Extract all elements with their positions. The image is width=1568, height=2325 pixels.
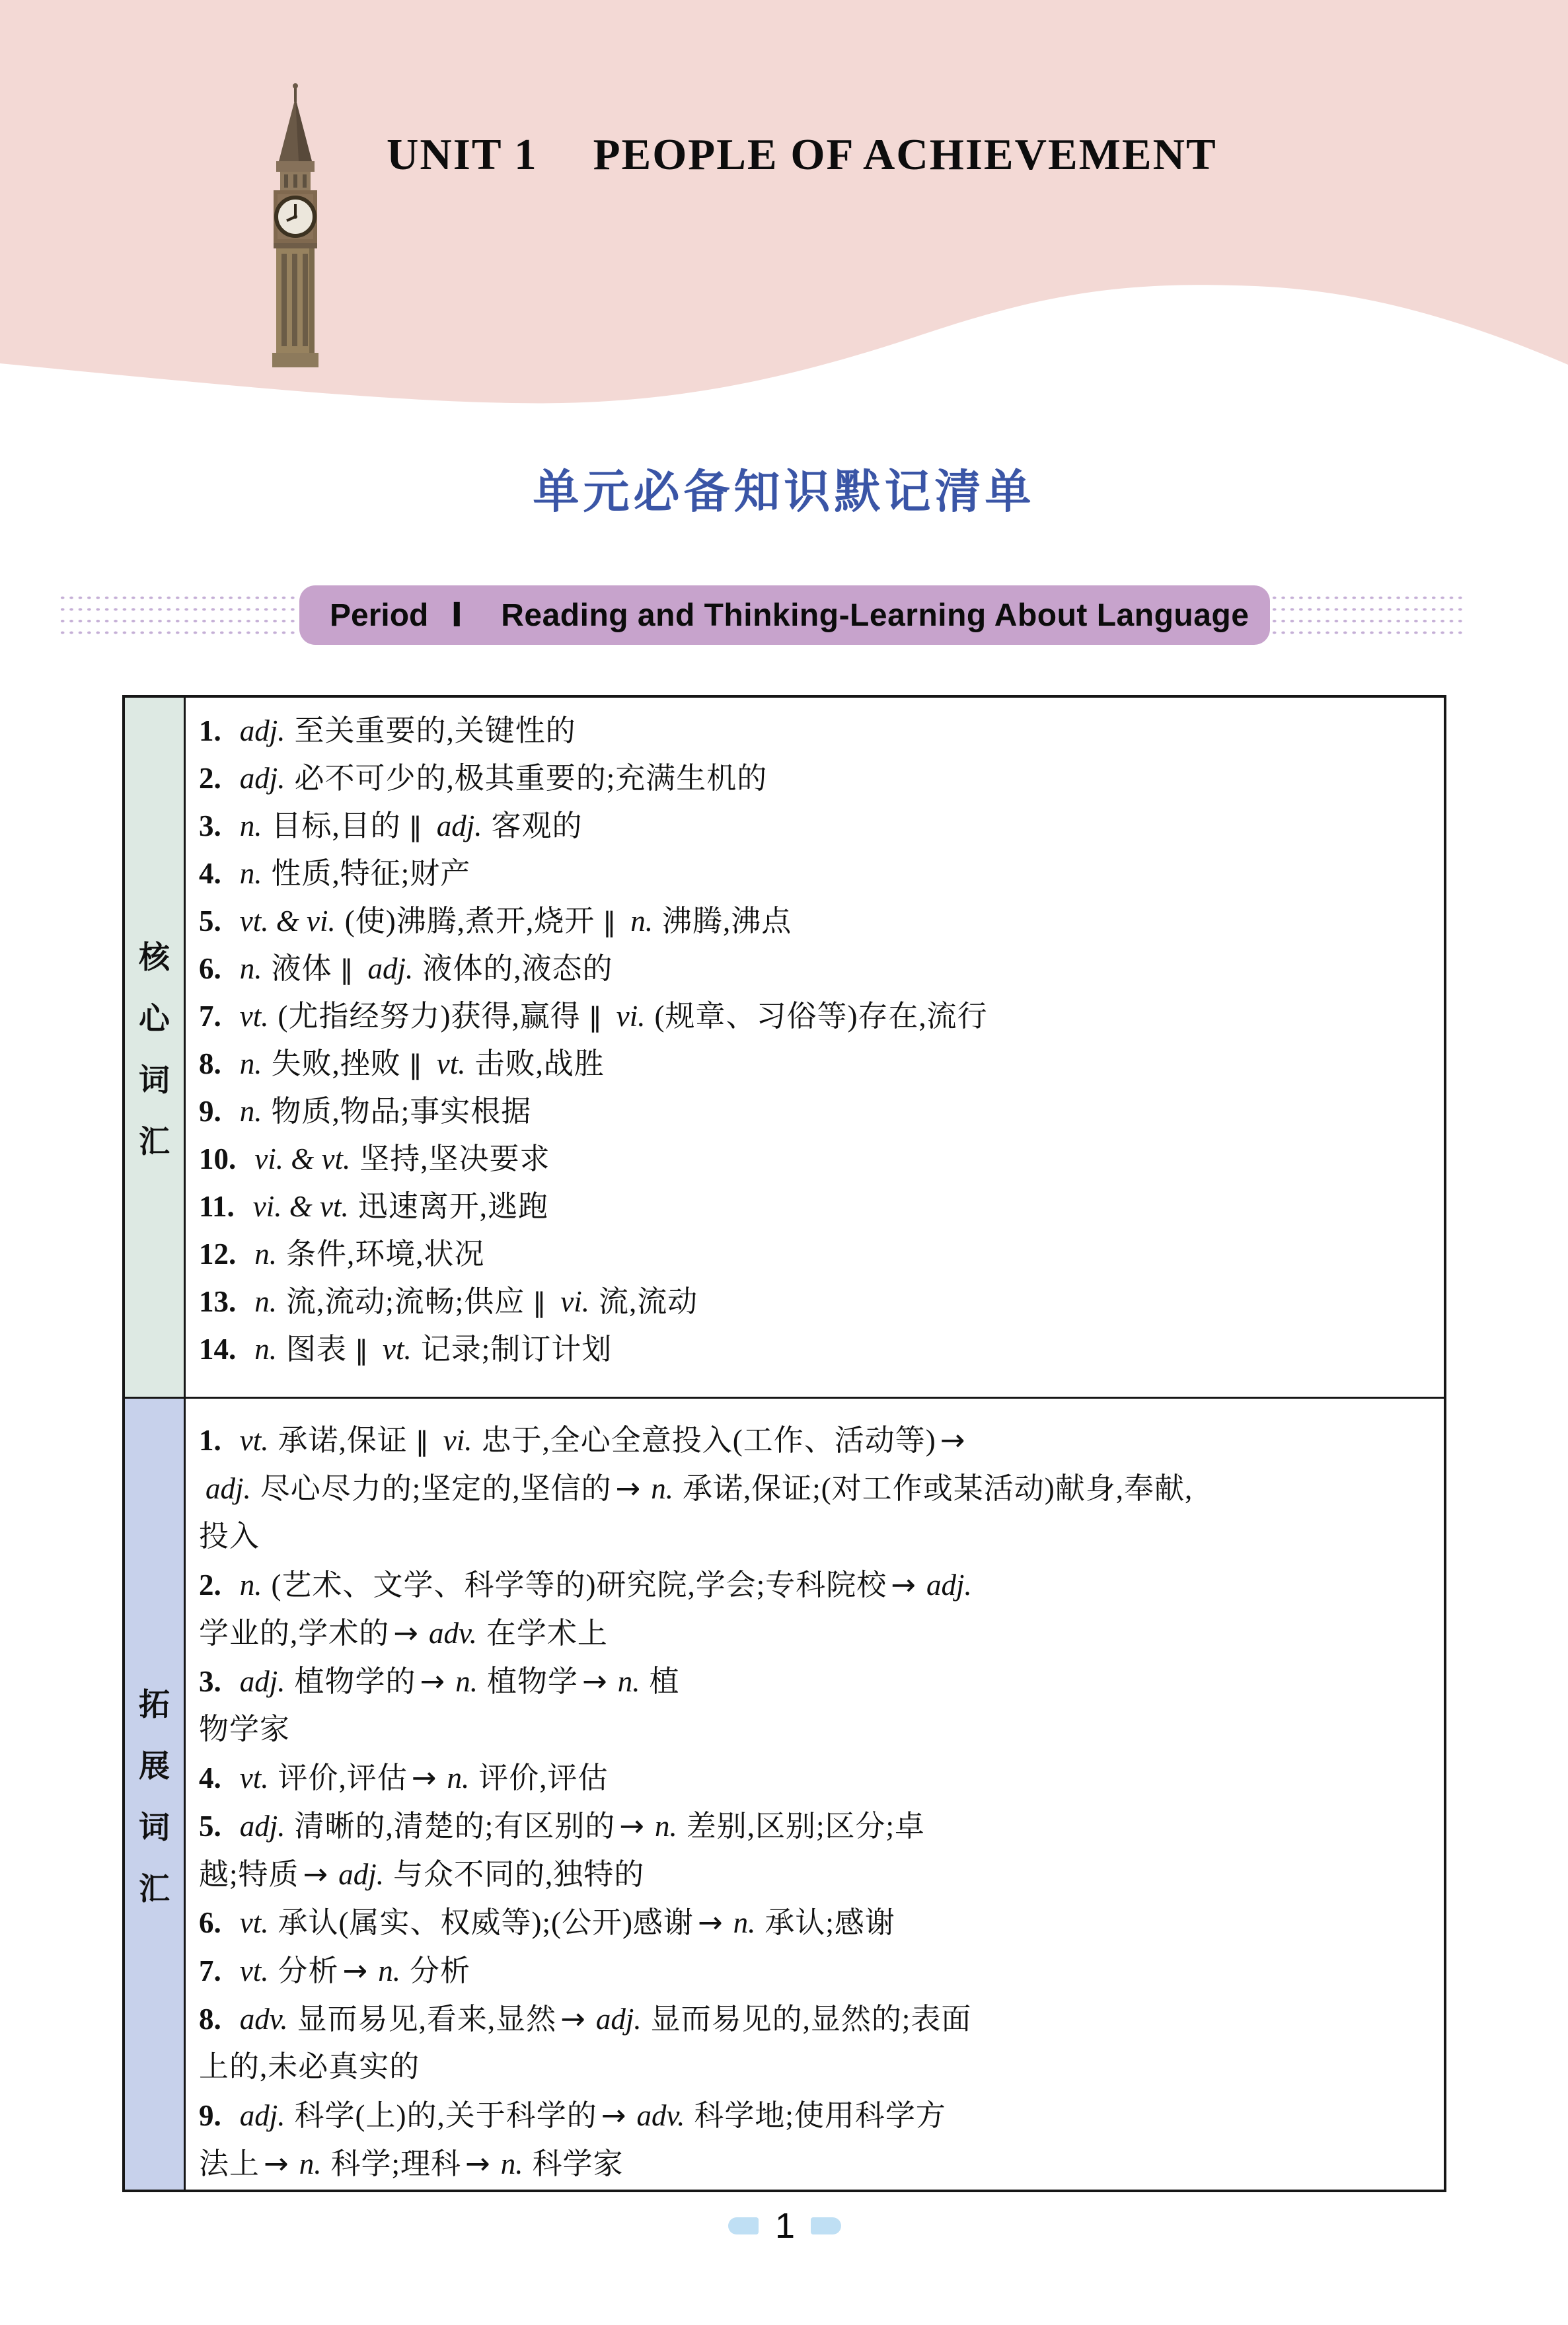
vocab-line [199, 1512, 1438, 1561]
pos-label: adj. [595, 2003, 642, 2036]
vocab-line [199, 1230, 1438, 1278]
label-char: 词 [139, 1062, 170, 1097]
pos-label: adj. [205, 1472, 251, 1505]
item-number: 8. [199, 2003, 221, 2036]
sense-separator: ‖ [415, 1426, 429, 1457]
vocab-line [199, 1995, 1438, 2043]
definition-text: 客观的 [491, 809, 583, 842]
vocab-line [199, 1609, 1438, 1657]
vocab-line [199, 1325, 1438, 1373]
pos-label: vt. [239, 1000, 269, 1033]
page-header [0, 0, 1568, 423]
label-char: 核 [139, 940, 170, 975]
pos-label: n. [239, 1095, 262, 1128]
arrow-icon: → [560, 2001, 585, 2036]
definition-text: 分析 [409, 1954, 470, 1987]
item-number: 1. [199, 714, 221, 747]
definition-text: 条件,环境,状况 [286, 1237, 485, 1271]
vocab-line [199, 850, 1438, 897]
item-number: 4. [199, 857, 221, 890]
vocab-line [199, 1657, 1438, 1705]
definition-text: 清晰的,清楚的;有区别的 [294, 1810, 616, 1843]
pos-label: n. [239, 1047, 262, 1080]
label-char: 汇 [139, 1124, 170, 1159]
vocab-table [122, 695, 1446, 2192]
extended-vocab-label [125, 1399, 186, 2190]
definition-text: 科学;理科 [330, 2147, 461, 2180]
pos-label: vi. [560, 1285, 589, 1318]
item-number: 1. [199, 1424, 221, 1457]
pos-label: adj. [436, 809, 482, 842]
pos-label: n. [455, 1665, 478, 1698]
item-number: 3. [199, 1665, 221, 1698]
item-number: 4. [199, 1761, 221, 1794]
definition-text: (艺术、文学、科学等的)研究院,学会;专科院校 [271, 1568, 887, 1602]
pos-label: adj. [239, 1665, 285, 1698]
vocab-line [199, 1561, 1438, 1609]
definition-text: 科学(上)的,关于科学的 [294, 2099, 597, 2132]
definition-text: 法上 [199, 2147, 260, 2180]
definition-text: 必不可少的,极其重要的;充满生机的 [294, 762, 768, 795]
item-number: 6. [199, 1906, 221, 1939]
arrow-icon: → [303, 1857, 328, 1892]
vocab-line [199, 1898, 1438, 1946]
vocab-line [199, 755, 1438, 802]
pos-label: n. [617, 1665, 640, 1698]
pos-label: n. [254, 1237, 277, 1271]
definition-text: 植物学 [487, 1665, 579, 1698]
definition-text: 投入 [199, 1520, 260, 1553]
arrow-icon: → [264, 2146, 289, 2181]
definition-text: 图表 [286, 1333, 348, 1366]
unit-title [387, 129, 1217, 180]
arrow-icon: → [342, 1953, 368, 1988]
arrow-icon: → [411, 1760, 437, 1795]
sense-separator: ‖ [533, 1288, 546, 1318]
sense-separator: ‖ [408, 812, 422, 842]
item-number: 3. [199, 809, 221, 842]
pos-label: n. [254, 1285, 277, 1318]
pos-label: vt. [239, 1424, 269, 1457]
label-char: 词 [139, 1809, 170, 1845]
vocab-line [199, 1088, 1438, 1135]
definition-text: (规章、习俗等)存在,流行 [654, 1000, 988, 1033]
pos-label: n. [447, 1761, 470, 1794]
pos-label: adv. [428, 1617, 477, 1650]
vocab-line [199, 1040, 1438, 1088]
definition-text: 科学地;使用科学方 [694, 2099, 946, 2132]
definition-text: 植物学的 [294, 1665, 416, 1698]
sense-separator: ‖ [603, 907, 616, 938]
definition-text: 上的,未必真实的 [199, 2050, 420, 2083]
definition-text: 植 [649, 1665, 680, 1698]
pos-label: vi. & vt. [252, 1190, 349, 1223]
item-number: 10. [199, 1142, 237, 1175]
item-number: 9. [199, 2099, 221, 2132]
definition-text: (尤指经努力)获得,赢得 [278, 1000, 581, 1033]
sense-separator: ‖ [355, 1335, 369, 1366]
vocab-line [199, 1416, 1438, 1464]
pos-label: adj. [367, 952, 414, 985]
item-number: 2. [199, 762, 221, 795]
arrow-icon: → [619, 1808, 644, 1843]
pos-label: adj. [239, 2099, 285, 2132]
definition-text: 分析 [278, 1954, 339, 1987]
item-number: 5. [199, 904, 221, 938]
extended-vocab-content [186, 1399, 1444, 2190]
unit-name: PEOPLE OF ACHIEVEMENT [593, 130, 1217, 179]
vocab-line [199, 2139, 1438, 2188]
vocab-line [199, 1464, 1438, 1512]
definition-text: 差别,区别;区分;卓 [686, 1810, 926, 1843]
definition-text: 物学家 [199, 1713, 291, 1746]
pos-label: n. [651, 1472, 673, 1505]
arrow-icon: → [697, 1905, 723, 1940]
item-number: 5. [199, 1810, 221, 1843]
core-vocab-content [186, 698, 1444, 1397]
definition-text: 流,流动;流畅;供应 [286, 1285, 525, 1318]
label-char: 拓 [139, 1686, 170, 1722]
pos-label: adv. [636, 2099, 685, 2132]
period-label: Period [330, 597, 429, 633]
page-number: 1 [774, 2206, 796, 2246]
footer-pill-right [811, 2217, 841, 2234]
pos-label: n. [299, 2147, 322, 2180]
pink-wave-background [0, 0, 1568, 423]
pos-label: adv. [239, 2003, 288, 2036]
arrow-icon: → [465, 2146, 490, 2181]
pos-label: vt. [383, 1333, 412, 1366]
item-number: 6. [199, 952, 221, 985]
big-ben-image [243, 81, 355, 371]
definition-text: 失败,挫败 [271, 1047, 401, 1080]
definition-text: 承诺,保证 [278, 1424, 408, 1457]
arrow-icon: → [582, 1664, 607, 1699]
pos-label: vt. & vi. [239, 904, 336, 938]
core-vocab-section [125, 698, 1444, 1397]
definition-text: 流,流动 [599, 1285, 698, 1318]
pos-label: vt. [436, 1047, 466, 1080]
period-banner [299, 585, 1270, 645]
arrow-icon: → [615, 1471, 641, 1506]
vocab-line [199, 2091, 1438, 2139]
sense-separator: ‖ [588, 1002, 602, 1033]
item-number: 11. [199, 1190, 235, 1223]
definition-text: 承认(属实、权威等);(公开)感谢 [278, 1906, 694, 1939]
definition-text: 性质,特征;财产 [271, 857, 471, 890]
dotted-pattern-left [58, 592, 299, 636]
unit-number: UNIT 1 [387, 130, 538, 179]
definition-text: 液体的,液态的 [422, 952, 613, 985]
pos-label: vi. [616, 1000, 646, 1033]
definition-text: 越;特质 [199, 1858, 299, 1891]
footer-pill-left [728, 2217, 759, 2234]
definition-text: 目标,目的 [271, 809, 401, 842]
definition-text: 在学术上 [486, 1617, 608, 1650]
definition-text: 科学家 [532, 2147, 624, 2180]
definition-text: 与众不同的,独特的 [393, 1858, 645, 1891]
definition-text: 迅速离开,逃跑 [357, 1190, 549, 1223]
arrow-icon: → [393, 1615, 418, 1650]
pos-label: vt. [239, 1906, 269, 1939]
definition-text: 记录;制订计划 [420, 1333, 613, 1366]
pos-label: n. [733, 1906, 756, 1939]
pos-label: adj. [239, 762, 285, 795]
item-number: 2. [199, 1568, 221, 1602]
vocab-line [199, 945, 1438, 992]
page-title: 单元必备知识默记清单 [533, 466, 1035, 517]
item-number: 14. [199, 1333, 237, 1366]
arrow-icon: → [601, 2098, 626, 2133]
pos-label: vi. & vt. [254, 1142, 351, 1175]
extended-vocab-section [125, 1397, 1444, 2190]
pos-label: n. [239, 952, 262, 985]
vocab-line [199, 1278, 1438, 1325]
arrow-icon: → [940, 1422, 965, 1458]
item-number: 12. [199, 1237, 237, 1271]
label-char: 汇 [139, 1870, 170, 1906]
definition-text: 忠于,全心全意投入(工作、活动等) [481, 1424, 936, 1457]
pos-label: n. [254, 1333, 277, 1366]
dotted-pattern-right [1270, 592, 1463, 636]
label-char: 心 [139, 1001, 170, 1036]
definition-text: 显而易见的,显然的;表面 [650, 2003, 972, 2036]
vocab-line [199, 1135, 1438, 1183]
pos-label: n. [239, 809, 262, 842]
definition-text: 沸腾,沸点 [661, 904, 792, 938]
arrow-icon: → [891, 1567, 916, 1602]
definition-text: 学业的,学术的 [199, 1617, 390, 1650]
pos-label: adj. [338, 1858, 384, 1891]
pos-label: vt. [239, 1761, 269, 1794]
arrow-icon: → [420, 1664, 445, 1699]
pos-label: n. [239, 1568, 262, 1602]
sense-separator: ‖ [408, 1050, 422, 1080]
item-number: 13. [199, 1285, 237, 1318]
label-char: 展 [139, 1748, 170, 1783]
vocab-line [199, 1753, 1438, 1802]
item-number: 7. [199, 1000, 221, 1033]
definition-text: 物质,物品;事实根据 [271, 1095, 532, 1128]
vocab-line [199, 1946, 1438, 1995]
definition-text: 评价,评估 [278, 1761, 408, 1794]
item-number: 8. [199, 1047, 221, 1080]
core-vocab-label [125, 698, 186, 1397]
item-number: 9. [199, 1095, 221, 1128]
period-course-title: Reading and Thinking-Learning About Language [501, 597, 1250, 633]
vocab-line [199, 2043, 1438, 2091]
definition-text: 至关重要的,关键性的 [294, 714, 576, 747]
pos-label: n. [500, 2147, 523, 2180]
vocab-line [199, 1183, 1438, 1230]
vocab-line [199, 1850, 1438, 1898]
pos-label: n. [630, 904, 653, 938]
definition-text: 承认;感谢 [765, 1906, 895, 1939]
pos-label: adj. [239, 714, 285, 747]
definition-text: 评价,评估 [478, 1761, 609, 1794]
pos-label: vt. [239, 1954, 269, 1987]
vocab-line [199, 1705, 1438, 1753]
vocab-line [199, 802, 1438, 850]
definition-text: 液体 [271, 952, 332, 985]
vocab-line [199, 707, 1438, 755]
vocab-line [199, 1802, 1438, 1850]
period-numeral: Ⅰ [451, 595, 463, 635]
pos-label: adj. [926, 1568, 972, 1602]
definition-text: 承诺,保证;(对工作或某活动)献身,奉献, [683, 1472, 1193, 1505]
definition-text: (使)沸腾,煮开,烧开 [344, 904, 595, 938]
sense-separator: ‖ [340, 955, 354, 985]
definition-text: 坚持,坚决要求 [359, 1142, 550, 1175]
pos-label: n. [239, 857, 262, 890]
vocab-line [199, 897, 1438, 945]
definition-text: 显而易见,看来,显然 [297, 2003, 557, 2036]
vocab-line [199, 992, 1438, 1040]
pos-label: adj. [239, 1810, 285, 1843]
pos-label: n. [655, 1810, 677, 1843]
pos-label: vi. [443, 1424, 472, 1457]
definition-text: 击败,战胜 [474, 1047, 605, 1080]
page-footer [0, 2205, 1568, 2245]
item-number: 7. [199, 1954, 221, 1987]
definition-text: 尽心尽力的;坚定的,坚信的 [260, 1472, 612, 1505]
pos-label: n. [378, 1954, 400, 1987]
